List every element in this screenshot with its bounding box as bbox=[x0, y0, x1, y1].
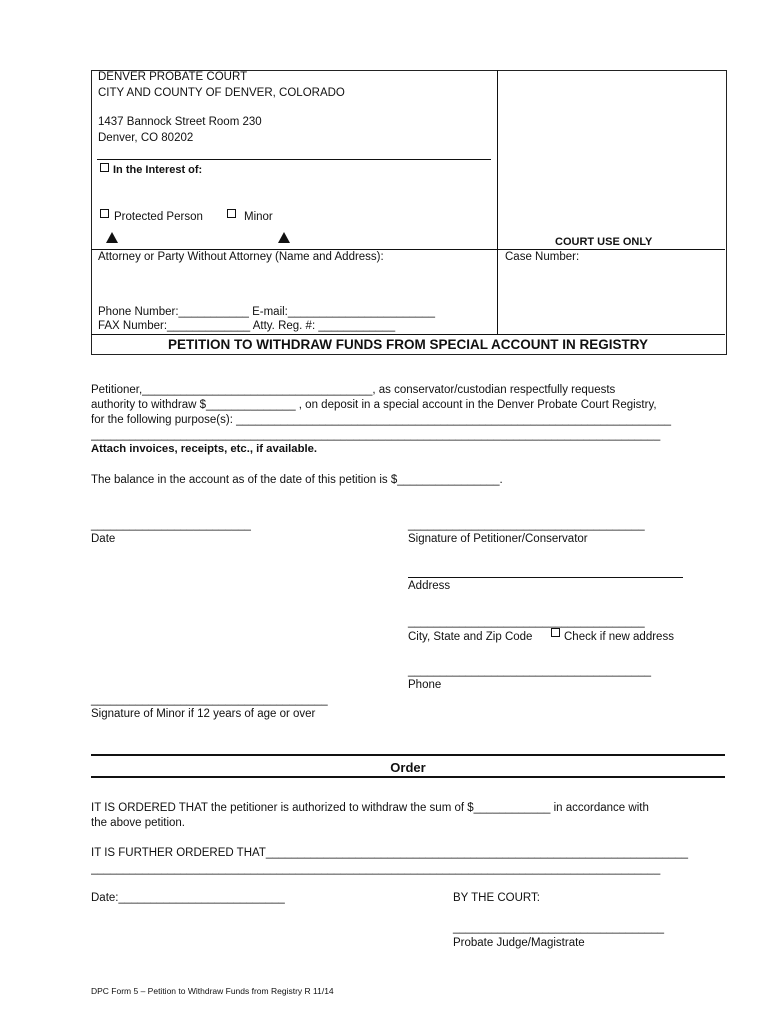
attach-note: Attach invoices, receipts, etc., if available. bbox=[91, 443, 318, 455]
withdraw-amount-line[interactable]: authority to withdraw $______________ , on deposit in a special account in the Denver Probate Court Registry, bbox=[91, 399, 657, 411]
phone-label: Phone bbox=[408, 679, 442, 691]
city-state-zip-label: City, State and Zip Code bbox=[408, 631, 533, 643]
court-use-only: COURT USE ONLY bbox=[555, 236, 653, 248]
purpose-line-continued[interactable]: _________________________________________________________________________________________ bbox=[91, 429, 661, 441]
phone-email-line[interactable]: Phone Number:___________ E-mail:_______________________ bbox=[98, 306, 435, 318]
order-top-rule bbox=[91, 754, 725, 756]
minor-signature-blank[interactable]: _____________________________________ bbox=[91, 694, 328, 706]
petitioner-line[interactable]: Petitioner,____________________________________, as conservator/custodian respectfully requests bbox=[91, 384, 616, 396]
court-jurisdiction: CITY AND COUNTY OF DENVER, COLORADO bbox=[98, 87, 345, 99]
arrow-up-icon bbox=[278, 232, 290, 243]
new-address-label: Check if new address bbox=[564, 631, 674, 643]
ordered-line-continued: the above petition. bbox=[91, 817, 185, 829]
judge-signature-blank[interactable]: _________________________________ bbox=[453, 922, 665, 934]
date-label: Date bbox=[91, 533, 116, 545]
caption-rule bbox=[97, 159, 491, 160]
minor-checkbox[interactable] bbox=[227, 209, 236, 218]
petitioner-signature-blank[interactable]: _____________________________________ bbox=[408, 519, 645, 531]
order-date-line[interactable]: Date:__________________________ bbox=[91, 892, 285, 904]
minor-signature-label: Signature of Minor if 12 years of age or over bbox=[91, 708, 316, 720]
in-interest-label: In the Interest of: bbox=[113, 164, 203, 176]
ordered-line[interactable]: IT IS ORDERED THAT the petitioner is authorized to withdraw the sum of $____________ in accordance with bbox=[91, 802, 649, 814]
court-address-street: 1437 Bannock Street Room 230 bbox=[98, 116, 262, 128]
court-name: DENVER PROBATE COURT bbox=[98, 71, 248, 83]
petitioner-signature-label: Signature of Petitioner/Conservator bbox=[408, 533, 588, 545]
minor-label: Minor bbox=[244, 211, 273, 223]
address-label: Address bbox=[408, 580, 451, 592]
order-heading: Order bbox=[390, 760, 426, 775]
new-address-checkbox[interactable] bbox=[551, 628, 560, 637]
order-bottom-rule bbox=[91, 776, 725, 778]
city-state-zip-blank[interactable]: _____________________________________ bbox=[408, 616, 645, 628]
form-footer: DPC Form 5 – Petition to Withdraw Funds from Registry R 11/14 bbox=[91, 986, 334, 996]
caption-title-divider bbox=[91, 334, 725, 335]
protected-person-label: Protected Person bbox=[114, 211, 203, 223]
case-number-label: Case Number: bbox=[505, 251, 580, 263]
form-title: PETITION TO WITHDRAW FUNDS FROM SPECIAL ACCOUNT IN REGISTRY bbox=[167, 337, 648, 352]
protected-person-checkbox[interactable] bbox=[100, 209, 109, 218]
date-blank[interactable]: _________________________ bbox=[91, 519, 251, 531]
caption-attorney-divider bbox=[91, 249, 725, 250]
court-address-city: Denver, CO 80202 bbox=[98, 132, 194, 144]
further-ordered-line[interactable]: IT IS FURTHER ORDERED THAT__________________________________________________________________ bbox=[91, 847, 688, 859]
phone-blank[interactable]: ______________________________________ bbox=[408, 665, 652, 677]
purpose-line[interactable]: for the following purpose(s): ____________________________________________________________________ bbox=[91, 414, 672, 426]
further-ordered-continued[interactable]: _________________________________________________________________________________________ bbox=[91, 863, 661, 875]
caption-vertical-divider bbox=[497, 70, 498, 334]
balance-line[interactable]: The balance in the account as of the date of this petition is $________________. bbox=[91, 474, 503, 486]
by-the-court: BY THE COURT: bbox=[453, 892, 540, 904]
arrow-up-icon bbox=[106, 232, 118, 243]
attorney-label: Attorney or Party Without Attorney (Name and Address): bbox=[98, 251, 384, 263]
address-rule[interactable] bbox=[408, 577, 683, 578]
fax-reg-line[interactable]: FAX Number:_____________ Atty. Reg. #: ____________ bbox=[98, 320, 396, 332]
in-interest-checkbox[interactable] bbox=[100, 163, 109, 172]
judge-label: Probate Judge/Magistrate bbox=[453, 937, 585, 949]
